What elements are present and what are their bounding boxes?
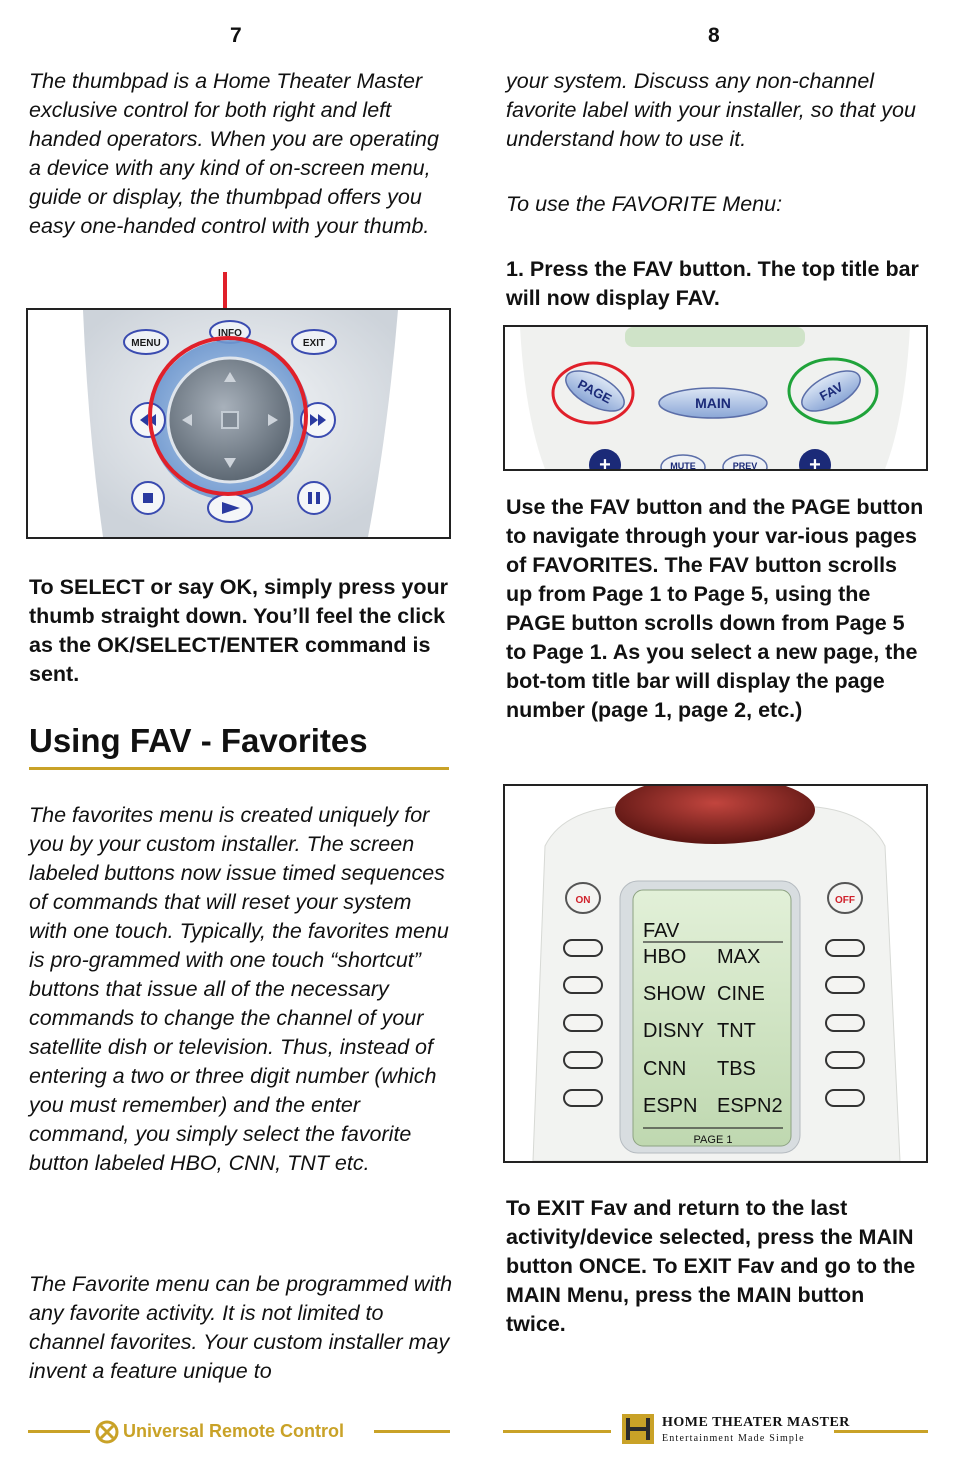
left-soft-button-4[interactable] [564, 1052, 602, 1068]
stop-icon [143, 493, 153, 503]
fav-label-espn2[interactable]: ESPN2 [717, 1095, 783, 1117]
center-select [222, 412, 238, 428]
navigation-text: Use the FAV button and the PAGE button to navigate through your var-ious pages of FAVORITES. The FAV button scrolls up from Page 1 to Page 5, using the PAGE button scrolls down from Page 5 to Page 1. As you select a new page, the bot-tom title bar will display the page number (page 1, page 2, etc.) [506, 495, 924, 722]
fav-label-espn[interactable]: ESPN [643, 1095, 698, 1117]
fav-label-disny[interactable]: DISNY [643, 1020, 705, 1042]
footer-rule-right-2 [834, 1430, 928, 1433]
htm-emblem-icon [620, 1412, 656, 1446]
page-number-left: 7 [230, 24, 242, 47]
select-instruction: To SELECT or say OK, simply press your thumb straight down. You’ll feel the click as the OK/SELECT/ENTER command is sent. [29, 575, 448, 686]
thumbpad-illustration [28, 310, 449, 537]
fav-label-cnn[interactable]: CNN [643, 1058, 687, 1080]
favorites-paragraph-2: The Favorite menu can be programmed with any favorite activity. It is not limited to channel favorites. Your custom installer may invent a feature unique to [29, 1272, 453, 1383]
page-button-label: PAGE [575, 376, 615, 407]
footer-rule-left-2 [374, 1430, 450, 1433]
continued-text: your system. Discuss any non-channel favorite label with your installer, so that you understand how to use it. [506, 69, 916, 151]
exit-button-label: EXIT [302, 338, 326, 349]
fav-label-show[interactable]: SHOW [643, 983, 706, 1005]
fav-button-illustration [505, 327, 926, 469]
favorites-paragraph-1: The favorites menu is created uniquely for you by your custom installer. The screen labeled buttons now issue timed sequences of commands that will reset your system with one touch. Typically, the favorites menu is pro-grammed with one touch “shortcut” buttons that issue all of the necessary commands to change the channel of your satellite dish or television. Thus, instead of entering a two or three digit number (which you must remember) and the enter command, you simply select the favorite button labeled HBO, CNN, TNT etc. [29, 803, 449, 1175]
urc-emblem-icon [95, 1420, 119, 1444]
footer-rule-left [28, 1430, 90, 1433]
on-button-label: ON [575, 895, 591, 906]
urc-logo-text: Universal Remote Control [123, 1421, 345, 1441]
fav-label-max[interactable]: MAX [717, 946, 761, 968]
heading-rule [29, 767, 449, 770]
page-number-right: 8 [708, 24, 720, 47]
fav-screen-figure [503, 784, 928, 1163]
fav-button-label: FAV [816, 379, 846, 404]
footer-rule-right [503, 1430, 611, 1433]
fav-screen-illustration [505, 786, 926, 1161]
to-use-label: To use the FAVORITE Menu: [506, 192, 783, 216]
fav-label-tbs[interactable]: TBS [717, 1058, 756, 1080]
step-1-text: 1. Press the FAV button. The top title bar will now display FAV. [506, 257, 919, 310]
screen-page-indicator: PAGE 1 [693, 1134, 733, 1146]
right-soft-button-5[interactable] [826, 1090, 864, 1106]
fav-label-cine[interactable]: CINE [717, 983, 765, 1005]
fav-label-hbo[interactable]: HBO [643, 946, 687, 968]
left-soft-button-5[interactable] [564, 1090, 602, 1106]
pause-button[interactable] [298, 482, 330, 514]
menu-button-label: MENU [131, 338, 161, 349]
section-heading: Using FAV - Favorites [29, 722, 368, 759]
right-soft-button-4[interactable] [826, 1052, 864, 1068]
thumbpad-intro-text: The thumbpad is a Home Theater Master exclusive control for both right and left handed operators. When you are operating a device with any kind of on-screen menu, guide or display, the thumbpad offers you easy one-handed control with your thumb. [29, 69, 439, 238]
main-button-label: MAIN [695, 395, 731, 411]
left-soft-button-3[interactable] [564, 1015, 602, 1031]
mute-button-label: MUTE [670, 461, 696, 469]
prev-button-label: PREV [732, 461, 758, 469]
htm-logo [620, 1412, 850, 1450]
info-button-label: INFO [218, 328, 242, 339]
urc-logo [95, 1420, 370, 1444]
screen-title: FAV [643, 920, 680, 942]
exit-instruction: To EXIT Fav and return to the last activity/device selected, press the MAIN button ONCE. To EXIT Fav and go to the MAIN Menu, press the MAIN button twice. [506, 1196, 916, 1336]
fav-label-tnt[interactable]: TNT [717, 1020, 756, 1042]
off-button-label: OFF [835, 895, 855, 906]
htm-tagline: Entertainment Made Simple [662, 1433, 805, 1444]
right-soft-button-1[interactable] [826, 940, 864, 956]
pause-icon [308, 492, 312, 504]
right-soft-button-3[interactable] [826, 1015, 864, 1031]
svg-text:+: + [809, 454, 821, 469]
right-soft-button-2[interactable] [826, 977, 864, 993]
left-soft-button-1[interactable] [564, 940, 602, 956]
svg-text:+: + [599, 454, 611, 469]
fav-button-figure [503, 325, 928, 471]
left-soft-button-2[interactable] [564, 977, 602, 993]
htm-logo-text: HOME THEATER MASTER [662, 1415, 850, 1430]
thumbpad-figure [26, 308, 451, 539]
